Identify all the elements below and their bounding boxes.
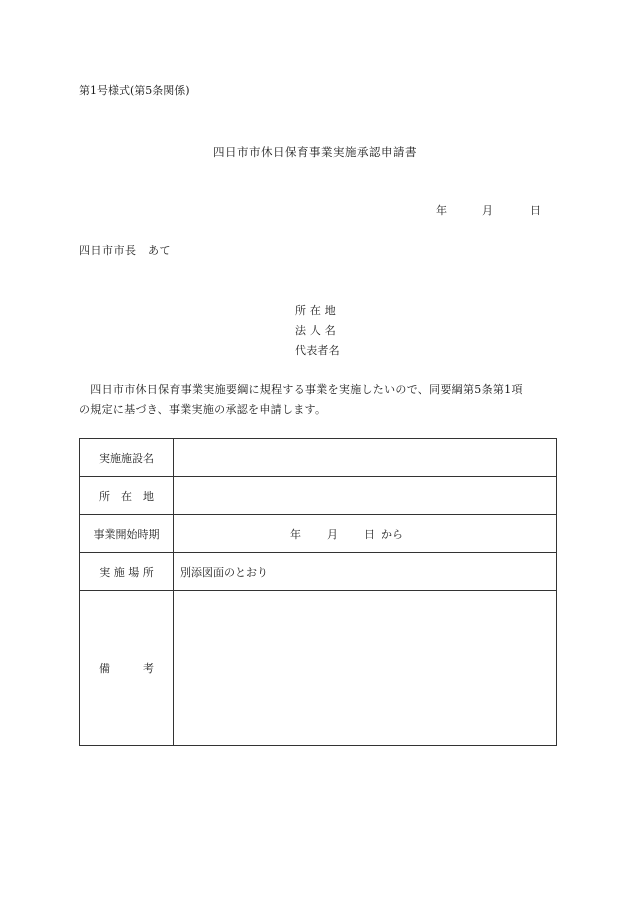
applicant-location-label: 所 在 地 bbox=[295, 304, 336, 317]
table-row-location bbox=[80, 477, 557, 515]
remarks-field[interactable] bbox=[174, 591, 557, 746]
table-row-facility-name bbox=[80, 439, 557, 477]
place-field[interactable]: 別添図面のとおり bbox=[174, 553, 557, 591]
facility-name-field[interactable] bbox=[174, 439, 557, 477]
date-day-label: 日 bbox=[530, 204, 541, 217]
start-date-field[interactable] bbox=[174, 515, 557, 553]
document-title: 四日市市休日保育事業実施承認申請書 bbox=[213, 145, 417, 159]
request-statement bbox=[79, 380, 559, 420]
applicant-representative-label: 代表者名 bbox=[295, 344, 340, 357]
remarks-label: 備 考 bbox=[80, 591, 174, 746]
facility-name-label: 実施施設名 bbox=[80, 439, 174, 477]
request-statement-line-1: 四日市市休日保育事業実施要綱に規程する事業を実施したいので、同要綱第5条第1項 bbox=[79, 383, 523, 396]
start-month-label: 月 bbox=[327, 527, 338, 541]
application-table bbox=[79, 438, 557, 746]
applicant-corporation-label: 法 人 名 bbox=[295, 324, 336, 337]
place-label: 実 施 場 所 bbox=[80, 553, 174, 591]
date-year-label: 年 bbox=[436, 204, 447, 217]
request-statement-line-2: の規定に基づき、事業実施の承認を申請します。 bbox=[79, 403, 327, 416]
facility-location-label: 所 在 地 bbox=[80, 477, 174, 515]
start-year-label: 年 bbox=[290, 527, 301, 541]
table-row-place bbox=[80, 553, 557, 591]
table-row-start-date bbox=[80, 515, 557, 553]
date-month-label: 月 bbox=[482, 204, 493, 217]
addressee: 四日市市長 あて bbox=[79, 244, 171, 257]
facility-location-field[interactable] bbox=[174, 477, 557, 515]
start-day-label: 日 bbox=[364, 527, 375, 541]
form-number: 第1号様式(第5条関係) bbox=[79, 84, 190, 97]
start-from-label: から bbox=[381, 527, 403, 541]
table-row-remarks bbox=[80, 591, 557, 746]
start-date-label: 事業開始時期 bbox=[80, 515, 174, 553]
